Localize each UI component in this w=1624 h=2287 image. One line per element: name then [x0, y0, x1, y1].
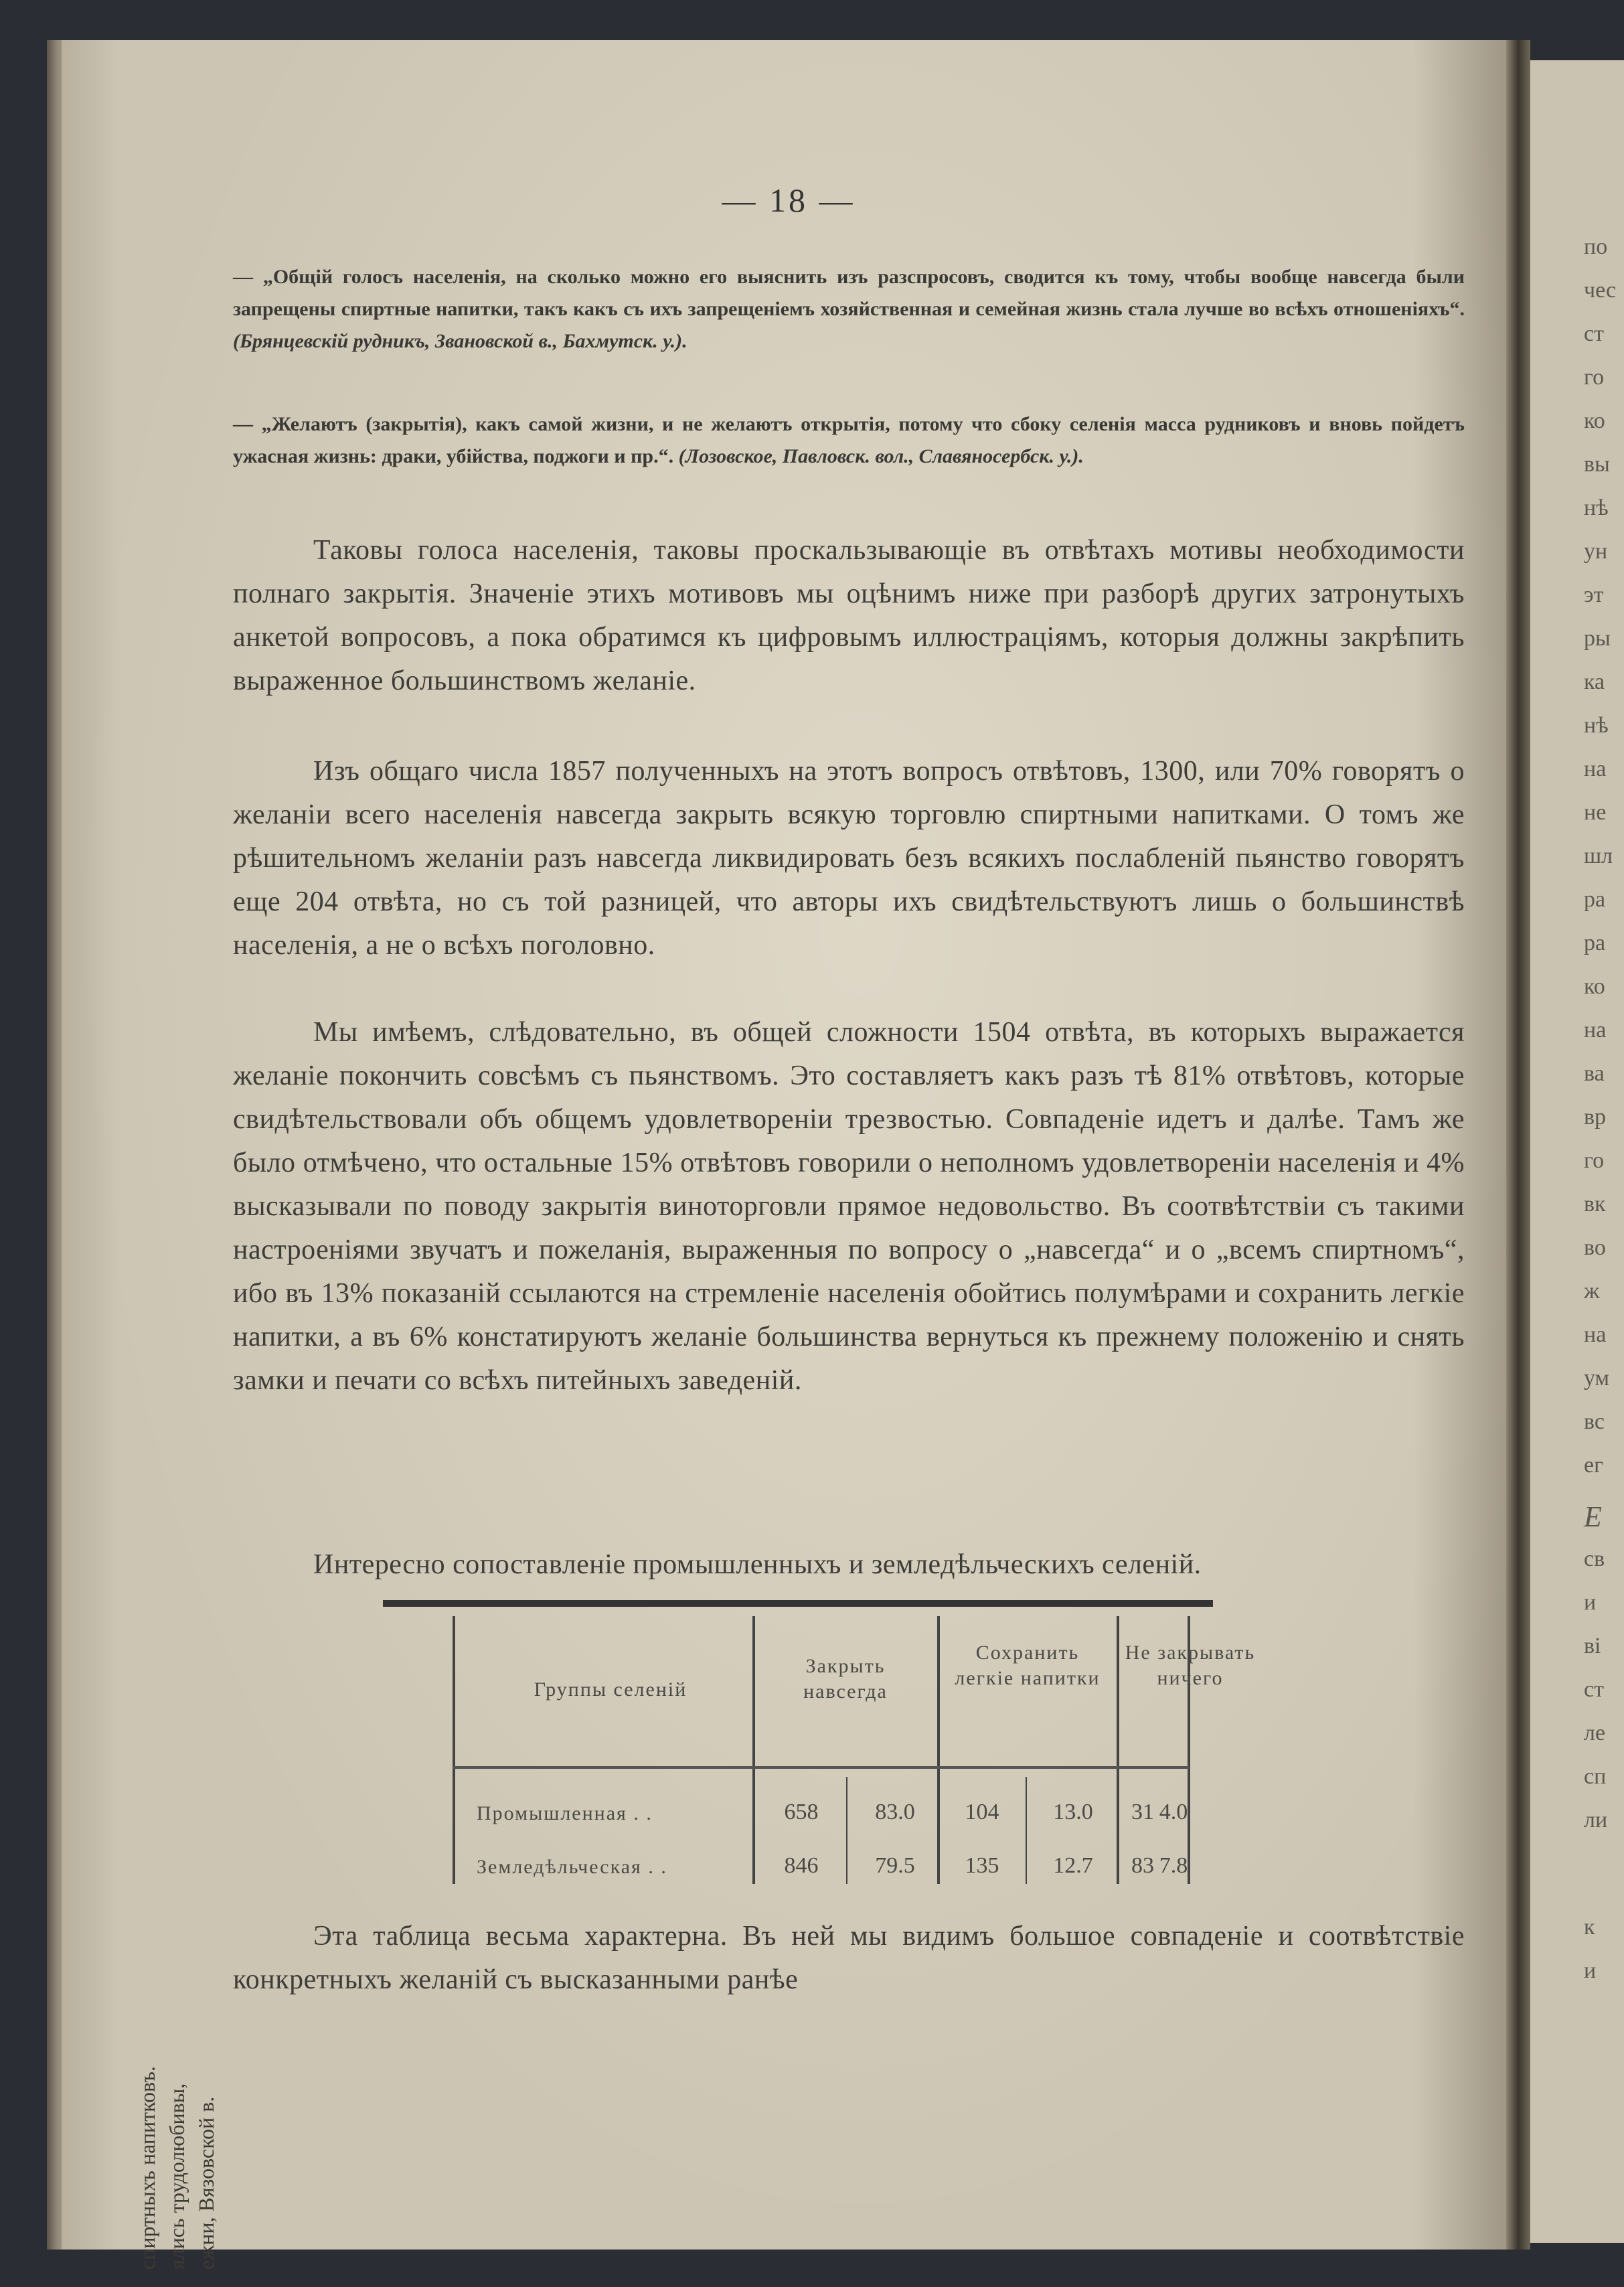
- quote-2-source: (Лозовское, Павловск. вол., Славяносербск. у.).: [678, 445, 1084, 467]
- page-number: — 18 —: [722, 181, 856, 219]
- next-page-fragment: нѣ: [1584, 713, 1609, 738]
- table-row-2-p2: 12.7: [1053, 1853, 1093, 1878]
- next-page-fragment: ж: [1584, 1279, 1600, 1304]
- next-page-fragment: чес: [1584, 278, 1617, 303]
- next-page-fragment: вы: [1584, 452, 1610, 477]
- table-header-rule: [453, 1766, 1189, 1769]
- next-page-fragment: ка: [1584, 669, 1605, 694]
- next-page-fragment: на: [1584, 1018, 1607, 1042]
- paragraph-2: Изъ общаго числа 1857 полученныхъ на этотъ вопросъ отвѣтовъ, 1300, или 70% говорятъ о желаніи всего населенія навсегда закрыть всякую торговлю спиртными напитками. О томъ же рѣшительномъ желаніи разъ навсегда ликвидировать безъ всякихъ послабленій пьянство говорятъ еще 204 отвѣта, но съ той разницей, что авторы ихъ свидѣтельствуютъ лишь о большинствѣ населенія, а не о всѣхъ поголовно.: [233, 756, 1465, 961]
- next-page-fragment: ры: [1584, 626, 1611, 651]
- next-page-fragment: ві: [1584, 1634, 1601, 1658]
- next-page-fragment: и: [1584, 1590, 1597, 1615]
- table-header-close-forever: Закрыть навсегда: [803, 1655, 888, 1703]
- table-header-groups: Группы селеній: [534, 1678, 687, 1701]
- table-top-rule: [383, 1600, 1213, 1607]
- paragraph-5: Эта таблица весьма характерна. Въ ней мы видимъ большое совпаденіе и соотвѣтствіе конкретныхъ желаній съ высказанными ранѣе: [233, 1921, 1465, 1995]
- margin-note-line-2: ялись трудолюбивы,: [165, 2083, 189, 2270]
- next-page-fragment: го: [1584, 365, 1605, 390]
- next-page-fragment: нѣ: [1584, 495, 1609, 520]
- table-row-1-p3: 4.0: [1159, 1800, 1188, 1824]
- next-page-fragment: во: [1584, 1235, 1606, 1260]
- next-page-fragment: сп: [1584, 1764, 1607, 1789]
- next-page-fragment: вс: [1584, 1409, 1605, 1434]
- next-page-fragment: ст: [1584, 1677, 1604, 1702]
- next-page-edge: [1530, 60, 1624, 2243]
- table-border-left: [453, 1616, 455, 1884]
- book-page: [62, 40, 1516, 2270]
- next-page-fragment: на: [1584, 1322, 1607, 1347]
- next-page-fragment: ли: [1584, 1808, 1608, 1832]
- table-subcol-sep: [846, 1777, 847, 1884]
- next-page-fragment: вк: [1584, 1192, 1606, 1216]
- table-row-1-group: Промышленная . .: [477, 1802, 653, 1824]
- paragraph-4: Интересно сопоставленіе промышленныхъ и земледѣльческихъ селеній.: [313, 1549, 1202, 1580]
- table-row-2-group: Земледѣльческая . .: [477, 1856, 667, 1878]
- table-row-1-p2: 13.0: [1053, 1800, 1093, 1824]
- margin-note-line-3: ежни, Вязовской в.: [194, 2096, 218, 2270]
- next-page-fragment: ум: [1584, 1366, 1610, 1391]
- table-header-close-nothing: Не закрывать ничего: [1125, 1642, 1256, 1689]
- next-page-fragment: св: [1584, 1547, 1605, 1571]
- table-row-2-c3: 83: [1131, 1853, 1154, 1878]
- next-page-fragment: вр: [1584, 1105, 1607, 1129]
- table-row-1-c1: 658: [784, 1800, 819, 1824]
- table-row-2-c2: 135: [965, 1853, 999, 1878]
- next-page-fragment: к: [1584, 1915, 1595, 1940]
- next-page-fragment: ко: [1584, 408, 1605, 433]
- next-page-fragment: по: [1584, 234, 1608, 259]
- quote-1-text: — „Общій голосъ населенія, на сколько можно его выяснить изъ разспросовъ, сводится къ тому, чтобы вообще навсегда были запрещены спиртные напитки, такъ какъ съ ихъ запрещеніемъ хозяйственная и семейная жизнь стала лучше во всѣхъ отношеніяхъ“.: [233, 266, 1465, 320]
- next-page-fragment: ст: [1584, 321, 1604, 346]
- next-page-fragment: ра: [1584, 887, 1606, 912]
- table-row-1-c2: 104: [965, 1800, 999, 1824]
- next-page-fragment: ва: [1584, 1061, 1605, 1086]
- next-page-fragment: ра: [1584, 931, 1606, 955]
- next-page-fragment: эт: [1584, 582, 1604, 607]
- next-page-fragment: на: [1584, 757, 1607, 781]
- table-subcol-sep: [1026, 1777, 1027, 1884]
- settlements-table: [343, 1600, 1256, 1895]
- quote-1: [233, 261, 1465, 358]
- table-row-2-p1: 79.5: [875, 1853, 915, 1878]
- paragraph-3: Мы имѣемъ, слѣдовательно, въ общей сложности 1504 отвѣта, въ которыхъ выражается желаніе покончить совсѣмъ съ пьянствомъ. Это составляетъ какъ разъ тѣ 81% отвѣтовъ, которые свидѣтельствовали объ общемъ удовлетвореніи трезвостью. Совпаденіе идетъ и далѣе. Тамъ же было отмѣчено, что остальные 15% отвѣтовъ говорили о неполномъ удовлетвореніи населенія и 4% высказывали по поводу закрытія виноторговли прямое недовольство. Въ соотвѣтствіи съ такими настроеніями звучатъ и пожеланія, выраженныя по вопросу о „навсегда“ и о „всемъ спиртномъ“, ибо въ 13% показаній ссылаются на стремленіе населенія обойтись полумѣрами и сохранить легкіе напитки, а въ 6% констатируютъ желаніе большинства вернуться къ прежнему положенію и снять замки и печати со всѣхъ питейныхъ заведеній.: [233, 1017, 1465, 1396]
- margin-note: [135, 1982, 309, 2276]
- quote-2-text: — „Желаютъ (закрытія), какъ самой жизни, и не желаютъ открытія, потому что сбоку селенія масса рудниковъ и вновь пойдетъ ужасная жизнь: драки, убійства, поджоги и пр.“.: [233, 413, 1465, 467]
- quote-2: [233, 408, 1465, 473]
- table-col-sep: [1117, 1616, 1119, 1884]
- next-page-fragment: ег: [1584, 1453, 1604, 1478]
- book-gutter: [1506, 40, 1530, 2250]
- table-row-1-p1: 83.0: [875, 1800, 915, 1824]
- table-row-2-c1: 846: [784, 1853, 819, 1878]
- next-page-fragment: ко: [1584, 974, 1605, 999]
- next-page-fragment: шл: [1584, 844, 1613, 868]
- next-page-fragment: Е: [1584, 1500, 1602, 1533]
- next-page-fragment: и: [1584, 1958, 1597, 1983]
- table-col-sep: [752, 1616, 755, 1884]
- quote-1-source: (Брянцевскій рудникъ, Звановской в., Бахмутск. у.).: [233, 330, 687, 352]
- next-page-fragment: не: [1584, 800, 1607, 825]
- next-page-fragment: ун: [1584, 539, 1608, 564]
- table-row-1-c3: 31: [1131, 1800, 1154, 1824]
- table-col-sep: [937, 1616, 940, 1884]
- next-page-fragment: ле: [1584, 1721, 1606, 1745]
- table-header-keep-light: Сохранить легкіе напитки: [955, 1642, 1101, 1689]
- paragraph-1: Таковы голоса населенія, таковы проскальзывающіе въ отвѣтахъ мотивы необходимости полнаго закрытія. Значеніе этихъ мотивовъ мы оцѣнимъ ниже при разборѣ других затронутыхъ анкетой вопросовъ, а пока обратимся къ цифровымъ иллюстраціямъ, которыя должны закрѣпить выраженное большинствомъ желаніе.: [233, 535, 1465, 696]
- next-page-fragment: го: [1584, 1148, 1605, 1173]
- margin-note-line-1: спиртныхъ напитковъ.: [135, 2066, 159, 2270]
- table-row-2-p3: 7.8: [1159, 1853, 1188, 1878]
